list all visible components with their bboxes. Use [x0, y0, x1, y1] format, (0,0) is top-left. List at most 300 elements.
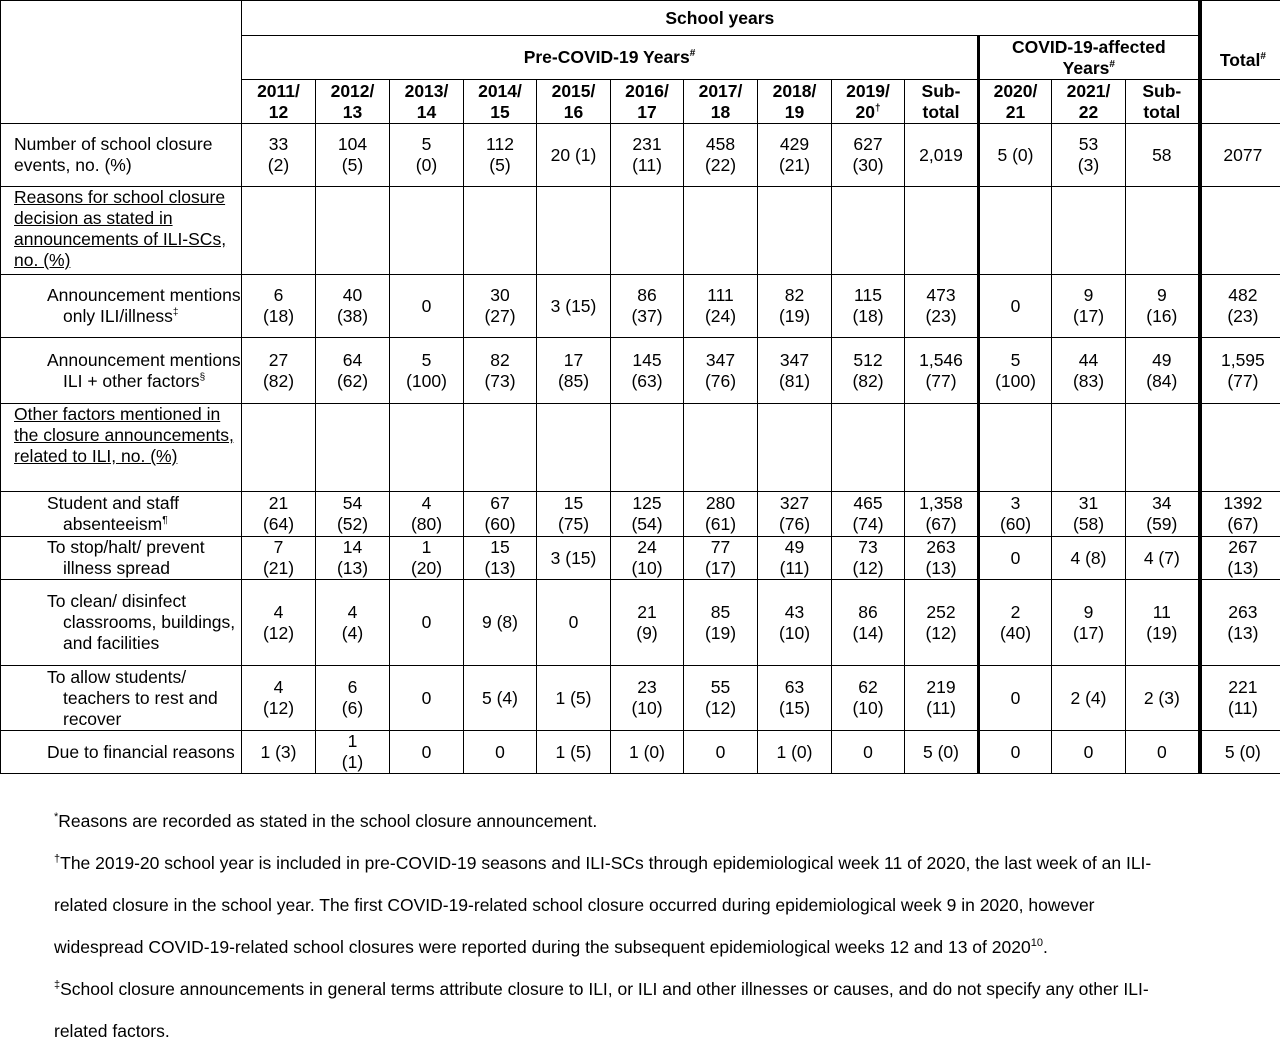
data-cell — [316, 404, 390, 492]
cell-value: 267 — [1228, 537, 1257, 557]
cell-value: (67) — [925, 514, 956, 534]
row-label — [1, 731, 242, 774]
data-cell — [905, 275, 979, 338]
data-cell — [537, 275, 611, 338]
data-cell — [316, 492, 390, 537]
cell-value: 104 — [338, 134, 367, 154]
cell-value: (13) — [484, 558, 515, 578]
data-cell — [758, 404, 832, 492]
data-cell — [242, 731, 316, 774]
year-header-line: 17 — [637, 102, 656, 122]
data-cell — [537, 731, 611, 774]
cell-value: (76) — [779, 514, 810, 534]
cell-value: 1 (5) — [556, 742, 592, 762]
row-label-text — [47, 493, 241, 535]
year-header-line: total — [923, 102, 960, 122]
cell-value: (60) — [484, 514, 515, 534]
data-cell — [537, 404, 611, 492]
cell-value: 219 — [926, 677, 955, 697]
cell-value: 280 — [706, 493, 735, 513]
data-cell — [611, 404, 684, 492]
cell-value: 4 — [348, 602, 358, 622]
cell-value: 263 — [926, 537, 955, 557]
cell-value: (85) — [558, 371, 589, 391]
cell-value: 34 — [1152, 493, 1171, 513]
data-cell — [1052, 338, 1126, 404]
cell-value: 2 (4) — [1071, 688, 1107, 708]
data-cell — [611, 537, 684, 580]
cell-value: 0 — [1011, 296, 1021, 316]
cell-value: (64) — [263, 514, 294, 534]
data-cell — [1052, 492, 1126, 537]
cell-value: 21 — [269, 493, 288, 513]
cell-value: 3 (15) — [551, 296, 597, 316]
data-cell — [316, 187, 390, 275]
cell-value: 15 — [564, 493, 583, 513]
cell-value: 115 — [854, 285, 882, 305]
data-cell — [611, 666, 684, 731]
data-cell — [832, 124, 905, 187]
cell-value: (73) — [484, 371, 515, 391]
table-body — [1, 124, 1280, 774]
data-cell — [979, 537, 1052, 580]
cell-value: 24 — [637, 537, 656, 557]
cell-value: (67) — [1227, 514, 1258, 534]
cell-value: 62 — [858, 677, 877, 697]
data-cell — [464, 537, 537, 580]
row-label-text — [47, 285, 241, 327]
data-cell — [1126, 580, 1200, 666]
data-cell — [832, 187, 905, 275]
cell-value: 1 (5) — [556, 688, 592, 708]
data-cell — [242, 275, 316, 338]
section-label — [1, 187, 242, 275]
cell-value: 54 — [343, 493, 362, 513]
year-header-line: 2016/ — [625, 81, 669, 101]
year-header-line: 2013/ — [405, 81, 449, 101]
data-cell — [1052, 731, 1126, 774]
data-cell — [611, 187, 684, 275]
year-header-line: 18 — [711, 102, 730, 122]
cell-value: 77 — [711, 537, 730, 557]
data-cell — [537, 492, 611, 537]
year-header-cell — [979, 80, 1052, 124]
footnote-mark: ¶ — [162, 515, 167, 526]
cell-value: 0 — [1084, 742, 1094, 762]
cell-value: (19) — [705, 623, 736, 643]
data-cell — [758, 666, 832, 731]
total-header-top — [1200, 1, 1280, 36]
cell-value: 1,595 — [1221, 350, 1265, 370]
data-cell — [684, 731, 758, 774]
cell-value: (20) — [411, 558, 442, 578]
year-header-cell — [1126, 80, 1200, 124]
row-label-text — [47, 667, 241, 730]
year-header-line: total — [1143, 102, 1180, 122]
data-cell — [464, 275, 537, 338]
row-label — [1, 492, 242, 537]
cell-value: (12) — [925, 623, 956, 643]
data-cell — [464, 492, 537, 537]
cell-value: 6 — [274, 285, 284, 305]
row-label-value: Announcement mentions only ILI/illness — [47, 285, 241, 326]
cell-value: 4 — [422, 493, 432, 513]
data-cell — [758, 537, 832, 580]
cell-value: 512 — [853, 350, 882, 370]
cell-value: (4) — [342, 623, 363, 643]
cell-value: 0 — [569, 612, 579, 632]
year-header-cell — [1052, 80, 1126, 124]
data-cell — [611, 492, 684, 537]
cell-value: 4 (8) — [1071, 548, 1107, 568]
cell-value: 49 — [1152, 350, 1171, 370]
data-cell — [1052, 404, 1126, 492]
year-header-line: 2019/ — [846, 81, 890, 101]
cell-value: 0 — [422, 296, 432, 316]
cell-value: 1,546 — [919, 350, 963, 370]
cell-value: (82) — [852, 371, 883, 391]
data-cell — [537, 666, 611, 731]
cell-value: (12) — [705, 698, 736, 718]
cell-value: (23) — [925, 306, 956, 326]
cell-value: 5 — [422, 350, 432, 370]
footnote-reasons: *Reasons are recorded as stated in the school closure announcement. — [54, 800, 1224, 842]
cell-value: 5 (0) — [998, 145, 1034, 165]
data-cell — [242, 492, 316, 537]
year-header-line: 2011/ — [257, 81, 300, 101]
cell-value: (76) — [705, 371, 736, 391]
data-cell — [316, 731, 390, 774]
data-cell — [242, 124, 316, 187]
cell-value: 1 (0) — [629, 742, 665, 762]
cell-value: 0 — [863, 742, 873, 762]
year-header-cell — [242, 80, 316, 124]
cell-value: (6) — [342, 698, 363, 718]
data-cell — [537, 537, 611, 580]
data-cell — [832, 275, 905, 338]
year-header-line: 2020/ — [994, 81, 1038, 101]
data-cell — [1200, 404, 1280, 492]
year-header-line: 15 — [490, 102, 509, 122]
year-header-line: 14 — [417, 102, 436, 122]
table-row — [1, 580, 1280, 666]
cell-value: 73 — [858, 537, 877, 557]
cell-value: 252 — [926, 602, 955, 622]
data-cell — [905, 492, 979, 537]
cell-value: (100) — [995, 371, 1036, 391]
data-cell — [905, 580, 979, 666]
data-cell — [464, 338, 537, 404]
cell-value: 44 — [1079, 350, 1098, 370]
data-cell — [1052, 187, 1126, 275]
row-label-value: To allow students/ teachers to rest and recover — [47, 667, 218, 729]
cell-value: (16) — [1146, 306, 1177, 326]
cell-value: (17) — [705, 558, 736, 578]
cell-value: 55 — [711, 677, 730, 697]
cell-value: (59) — [1146, 514, 1177, 534]
table-row — [1, 124, 1280, 187]
cell-value: 31 — [1079, 493, 1098, 513]
data-cell — [684, 404, 758, 492]
cell-value: (81) — [779, 371, 810, 391]
data-cell — [242, 666, 316, 731]
data-cell — [1200, 666, 1280, 731]
year-header-cell — [390, 80, 464, 124]
cell-value: (38) — [337, 306, 368, 326]
data-cell — [242, 338, 316, 404]
data-cell — [1200, 275, 1280, 338]
year-header-line: 2012/ — [331, 81, 375, 101]
row-label — [1, 338, 242, 404]
cell-value: 14 — [343, 537, 362, 557]
data-cell — [1126, 492, 1200, 537]
year-header-line: 22 — [1079, 102, 1098, 122]
cell-value: 0 — [1157, 742, 1167, 762]
cell-value: 482 — [1228, 285, 1257, 305]
data-cell — [758, 492, 832, 537]
data-cell — [905, 124, 979, 187]
data-cell — [1052, 580, 1126, 666]
row-label-text — [47, 537, 241, 579]
data-cell — [242, 537, 316, 580]
cell-value: (40) — [1000, 623, 1031, 643]
row-label-value: Student and staff absenteeism — [47, 493, 179, 534]
data-cell — [611, 275, 684, 338]
cell-value: (12) — [263, 623, 294, 643]
header-corner — [1, 1, 242, 124]
data-cell — [242, 580, 316, 666]
cell-value: 1,358 — [919, 493, 963, 513]
cell-value: (12) — [263, 698, 294, 718]
cell-value: 2,019 — [919, 145, 963, 165]
data-cell — [1126, 731, 1200, 774]
data-cell — [832, 731, 905, 774]
data-cell — [1126, 338, 1200, 404]
footnote-2019-20: †The 2019-20 school year is included in pre-COVID-19 seasons and ILI-SCs through epidemiological week 11 of 2020, the last week of an ILI- related closure in the school year. The first COVID-19-related school closure occurred during epidemiological week 9 in 2020, however widespread COVID-19-related school closures were reported during the subsequent epidemiological weeks 12 and 13 of 2020$^{10}$. — [54, 842, 1224, 968]
data-cell — [758, 275, 832, 338]
cell-value: (75) — [558, 514, 589, 534]
cell-value: (54) — [631, 514, 662, 534]
cell-value: 11 — [1153, 602, 1171, 622]
data-cell — [1126, 275, 1200, 338]
cell-value: (77) — [1227, 371, 1258, 391]
data-cell — [1126, 187, 1200, 275]
cell-value: (11) — [780, 558, 810, 578]
cell-value: 9 — [1084, 285, 1094, 305]
data-cell — [316, 275, 390, 338]
cell-value: (37) — [631, 306, 662, 326]
pre-covid-header: Pre-COVID-19 Years# — [242, 36, 979, 80]
cell-value: 263 — [1228, 602, 1257, 622]
data-cell — [464, 187, 537, 275]
cell-value: (19) — [1146, 623, 1177, 643]
cell-value: (17) — [1073, 623, 1104, 643]
data-cell — [684, 666, 758, 731]
data-cell — [979, 404, 1052, 492]
data-cell — [758, 580, 832, 666]
year-header-cell — [905, 80, 979, 124]
data-cell — [684, 124, 758, 187]
data-cell — [905, 187, 979, 275]
cell-value: 53 — [1079, 134, 1098, 154]
cell-value: 63 — [785, 677, 804, 697]
data-cell — [242, 187, 316, 275]
table-row — [1, 275, 1280, 338]
data-cell — [390, 187, 464, 275]
year-header-cell — [316, 80, 390, 124]
cell-value: 15 — [490, 537, 509, 557]
cell-value: 82 — [785, 285, 804, 305]
row-label-text — [47, 591, 241, 654]
table-row — [1, 187, 1280, 275]
year-header-line: 12 — [269, 102, 288, 122]
data-cell — [390, 275, 464, 338]
section-label — [1, 404, 242, 492]
data-cell — [684, 338, 758, 404]
cell-value: (30) — [852, 155, 883, 175]
cell-value: (84) — [1146, 371, 1177, 391]
cell-value: 1 — [348, 731, 358, 751]
cell-value: (19) — [779, 306, 810, 326]
footnote-mark: ‡ — [173, 307, 179, 318]
cell-value: 2 — [1011, 602, 1021, 622]
year-header-cell — [611, 80, 684, 124]
cell-value: (11) — [632, 155, 662, 175]
total-header: Total# — [1200, 36, 1280, 80]
cell-value: (21) — [263, 558, 294, 578]
cell-value: (18) — [263, 306, 294, 326]
row-label-text — [14, 404, 234, 466]
data-cell — [684, 580, 758, 666]
cell-value: 5 — [1011, 350, 1021, 370]
data-cell — [464, 124, 537, 187]
cell-value: 0 — [422, 612, 432, 632]
data-cell — [611, 124, 684, 187]
cell-value: 0 — [1011, 548, 1021, 568]
cell-value: (21) — [779, 155, 810, 175]
cell-value: (9) — [636, 623, 657, 643]
cell-value: (63) — [631, 371, 662, 391]
cell-value: (23) — [1227, 306, 1258, 326]
cell-value: 58 — [1152, 145, 1171, 165]
cell-value: 9 — [1157, 285, 1167, 305]
data-cell — [1200, 338, 1280, 404]
cell-value: 33 — [269, 134, 288, 154]
row-label — [1, 124, 242, 187]
row-label — [1, 275, 242, 338]
footnote-general-terms: ‡School closure announcements in general terms attribute closure to ILI, or ILI and other illnesses or causes, and do not specify any other ILI- related factors. — [54, 968, 1224, 1052]
cell-value: (60) — [1000, 514, 1031, 534]
year-header-line: Sub- — [1142, 81, 1181, 101]
data-cell — [684, 492, 758, 537]
cell-value: (5) — [489, 155, 510, 175]
data-cell — [1200, 124, 1280, 187]
cell-value: (82) — [263, 371, 294, 391]
cell-value: (12) — [852, 558, 883, 578]
data-cell — [464, 404, 537, 492]
cell-value: (17) — [1073, 306, 1104, 326]
data-cell — [316, 537, 390, 580]
row-label-value: To stop/halt/ prevent illness spread — [47, 537, 205, 578]
data-cell — [832, 537, 905, 580]
cell-value: 1 (3) — [261, 742, 297, 762]
data-cell — [684, 187, 758, 275]
data-cell — [684, 537, 758, 580]
data-cell — [758, 124, 832, 187]
data-cell — [832, 404, 905, 492]
school-years-header: School years — [242, 1, 1200, 36]
row-label-text — [47, 350, 241, 392]
data-cell — [390, 338, 464, 404]
cell-value: (10) — [779, 623, 810, 643]
year-header-line: 20 — [855, 102, 874, 122]
cell-value: (22) — [705, 155, 736, 175]
cell-value: 465 — [853, 493, 882, 513]
footnote-mark: † — [875, 103, 881, 114]
cell-value: (2) — [268, 155, 289, 175]
cell-value: (13) — [1227, 623, 1258, 643]
year-header-line: 2017/ — [699, 81, 743, 101]
cell-value: 221 — [1228, 677, 1257, 697]
cell-value: 0 — [422, 688, 432, 708]
covid-affected-header: COVID-19-affected Years# — [979, 36, 1200, 80]
cell-value: 27 — [269, 350, 288, 370]
data-cell — [1052, 275, 1126, 338]
cell-value: 1392 — [1223, 493, 1262, 513]
cell-value: 21 — [637, 602, 656, 622]
data-cell — [1126, 537, 1200, 580]
data-cell — [464, 580, 537, 666]
data-cell — [1126, 124, 1200, 187]
data-cell — [832, 492, 905, 537]
table-row — [1, 404, 1280, 492]
row-label-value: Due to financial reasons — [47, 742, 235, 762]
data-cell — [316, 338, 390, 404]
data-cell — [316, 124, 390, 187]
data-cell — [390, 404, 464, 492]
footnote-mark: § — [200, 372, 206, 383]
cell-value: 64 — [343, 350, 362, 370]
data-cell — [316, 666, 390, 731]
data-cell — [905, 338, 979, 404]
data-cell — [537, 187, 611, 275]
cell-value: (77) — [925, 371, 956, 391]
data-cell — [979, 124, 1052, 187]
cell-value: 112 — [486, 134, 514, 154]
cell-value: (1) — [342, 752, 363, 772]
data-cell — [758, 338, 832, 404]
data-cell — [1200, 537, 1280, 580]
year-header-line: 2014/ — [478, 81, 522, 101]
cell-value: 5 (0) — [1225, 742, 1261, 762]
data-cell — [979, 275, 1052, 338]
cell-value: 7 — [274, 537, 284, 557]
row-label-value: Announcement mentions ILI + other factors — [47, 350, 241, 391]
year-header-line: Sub- — [922, 81, 961, 101]
cell-value: (0) — [416, 155, 437, 175]
data-cell — [1200, 580, 1280, 666]
data-cell — [1126, 666, 1200, 731]
cell-value: (62) — [337, 371, 368, 391]
data-cell — [316, 580, 390, 666]
cell-value: (10) — [631, 698, 662, 718]
table-row — [1, 666, 1280, 731]
row-label-text — [47, 742, 241, 763]
cell-value: 145 — [632, 350, 661, 370]
row-label — [1, 580, 242, 666]
year-header-line: 13 — [343, 102, 362, 122]
cell-value: (58) — [1073, 514, 1104, 534]
